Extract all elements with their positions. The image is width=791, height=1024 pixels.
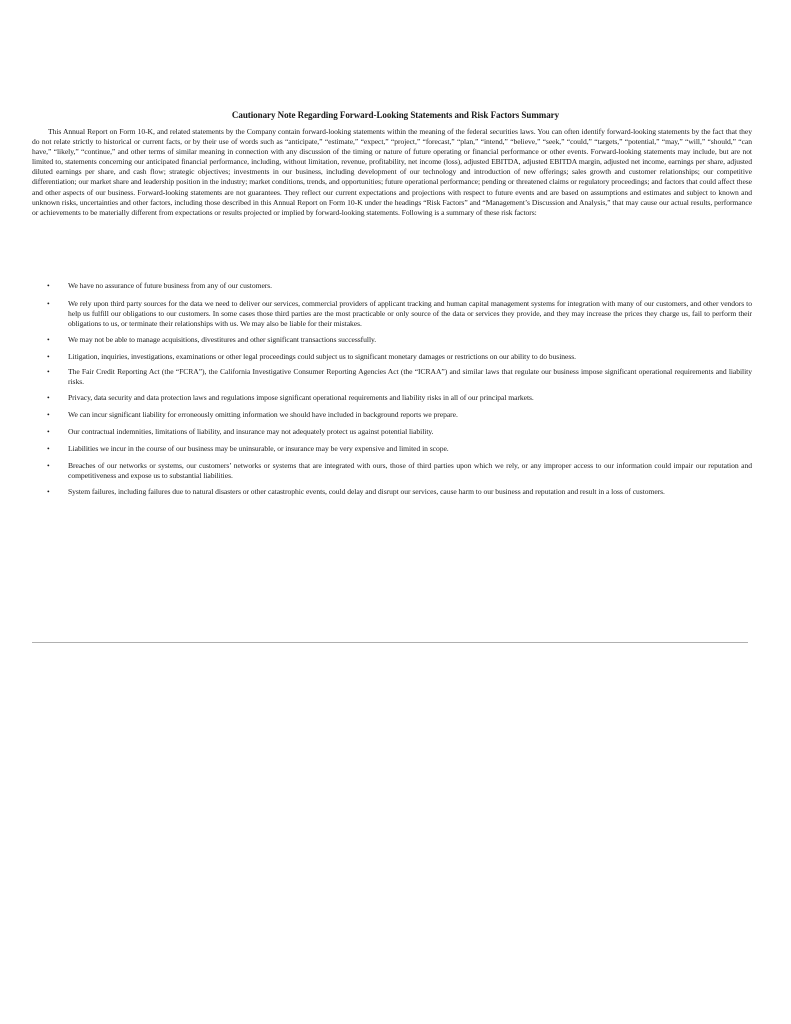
page-divider xyxy=(32,642,748,643)
list-item xyxy=(32,461,752,481)
bullet-icon: • xyxy=(47,410,50,420)
risk-text: Breaches of our networks or systems, our customers’ networks or systems that are integrated with ours, those of third parties upon which we rely, or any improper access to our information could impair our reputation and competitiveness and expose us to substantial liabilities. xyxy=(68,460,752,480)
bullet-icon: • xyxy=(47,486,50,496)
intro-paragraph: This Annual Report on Form 10-K, and related statements by the Company contain forward-looking statements within the meaning of the federal securities laws. You can often identify forward-looking statements by the fact that they do not relate strictly to historical or current facts, or by their use of words such as “anticipate,” “estimate,” “expect,” “project,” “forecast,” “plan,” “intend,” “believe,” “seek,” “could,” “targets,” “potential,” “may,” “will,” “should,” “can have,” “likely,” “continue,” and other terms of similar meaning in connection with any discussion of the timing or nature of future operating or financial performance or other events. Forward-looking statements may include, but are not limited to, statements concerning our anticipated financial performance, including, without limitation, revenue, profitability, net income (loss), adjusted EBITDA, adjusted EBITDA margin, adjusted net income, earnings per share, adjusted diluted earnings per share, and cash flow; strategic objectives; investments in our business, including development of our technology and introduction of new offerings; sales growth and customer relationships; our competitive differentiation; our market share and leadership position in the industry; market conditions, trends, and opportunities; future operational performance; pending or threatened claims or regulatory proceedings; and factors that could affect these and other aspects of our business. Forward-looking statements are not guarantees. They reflect our current expectations and projections with respect to future events and are based on assumptions and estimates and subject to known and unknown risks, uncertainties and other factors, including those described in this Annual Report on Form 10-K under the headings “Risk Factors” and “Management’s Discussion and Analysis,” that may cause our actual results, performance or achievements to be materially different from expectations or results projected or implied by forward-looking statements. Following is a summary of these risk factors: xyxy=(32,127,752,217)
bullet-icon: • xyxy=(47,351,50,361)
bullet-icon: • xyxy=(47,298,50,308)
risk-text: System failures, including failures due to natural disasters or other catastrophic events, could delay and disrupt our services, cause harm to our business and reputation and result in a loss of customers. xyxy=(68,486,665,496)
page-title: Cautionary Note Regarding Forward-Looking Statements and Risk Factors Summary xyxy=(231,110,560,120)
risk-text: Privacy, data security and data protection laws and regulations impose significant operational requirements and liability risks in all of our principal markets. xyxy=(68,393,534,403)
list-item xyxy=(32,367,752,387)
list-item xyxy=(32,299,752,329)
list-item xyxy=(32,281,752,291)
bullet-icon: • xyxy=(47,460,50,470)
list-item xyxy=(32,352,752,362)
risk-text: Liabilities we incur in the course of our business may be uninsurable, or insurance may be very expensive and limited in scope. xyxy=(68,443,449,453)
list-item xyxy=(32,427,752,437)
risk-text: Our contractual indemnities, limitations of liability, and insurance may not adequately protect us against potential liability. xyxy=(68,427,434,437)
list-item xyxy=(32,444,752,454)
bullet-icon: • xyxy=(47,443,50,453)
list-item xyxy=(32,487,752,497)
risk-text: We may not be able to manage acquisitions, divestitures and other significant transactions successfully. xyxy=(68,334,377,344)
risk-text: We rely upon third party sources for the data we need to deliver our services, commercial providers of applicant tracking and human capital management systems for integration with many of our customers, and other vendors to help us fulfill our obligations to our customers. In some cases those third parties are the most practicable or only source of the data or services they provide, and they may increase the prices they charge us, fail to perform their obligations to us, or terminate their relationships with us. We may also be liable for their mistakes. xyxy=(68,298,752,328)
bullet-icon: • xyxy=(47,281,50,290)
bullet-icon: • xyxy=(47,393,50,403)
risk-text: Litigation, inquiries, investigations, examinations or other legal proceedings could subject us to significant monetary damages or restrictions on our ability to do business. xyxy=(68,351,576,361)
risk-text: The Fair Credit Reporting Act (the “FCRA”), the California Investigative Consumer Reporting Agencies Act (the “ICRAA”) and similar laws that regulate our business impose significant operational requirements and liability risks. xyxy=(68,367,752,387)
bullet-icon: • xyxy=(47,367,50,377)
list-item xyxy=(32,393,752,403)
list-item xyxy=(32,335,752,345)
risk-text: We have no assurance of future business from any of our customers. xyxy=(68,281,273,290)
list-item xyxy=(32,410,752,420)
risk-factors-list xyxy=(32,281,752,497)
bullet-icon: • xyxy=(47,334,50,344)
bullet-icon: • xyxy=(47,427,50,437)
risk-text: We can incur significant liability for erroneously omitting information we should have included in background reports we prepare. xyxy=(68,410,458,420)
